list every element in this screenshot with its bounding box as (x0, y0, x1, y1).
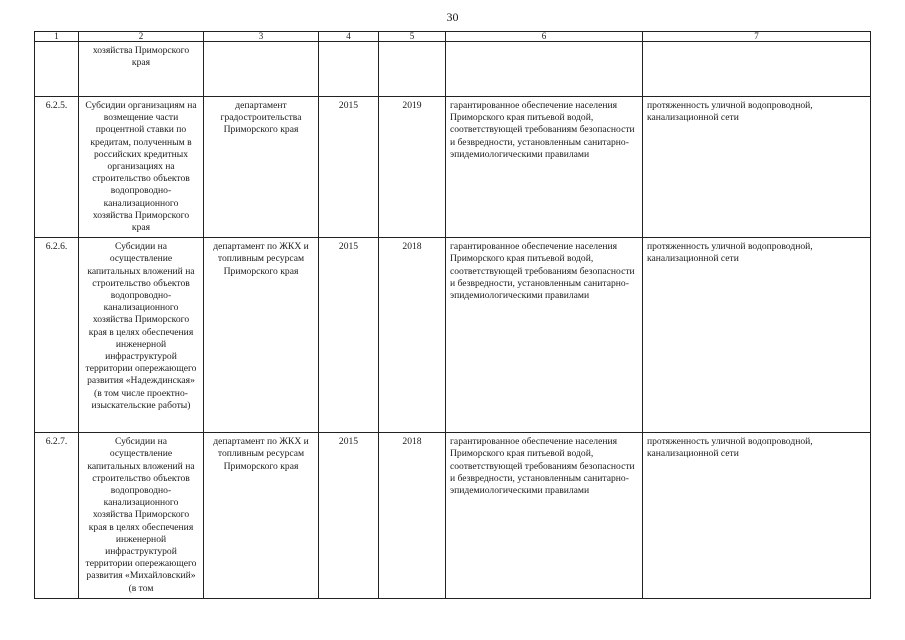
start-year-cell: 2015 (319, 238, 379, 433)
table-row (35, 433, 871, 599)
item-number-cell: 6.2.6. (35, 238, 79, 433)
column-header: 6 (446, 32, 643, 42)
start-year-cell (319, 42, 379, 97)
table-row (35, 42, 871, 97)
indicator-cell (643, 42, 871, 97)
item-number-cell: 6.2.5. (35, 97, 79, 238)
item-number-cell (35, 42, 79, 97)
column-header: 7 (643, 32, 871, 42)
item-name-text: Субсидии на осуществление капитальных вложений на строительство объектов водопроводно-канализационного хозяйства Приморского края в целях обеспечения инженерной инфраструктурой территории опережающего развития «Надеждинская» (в том числе проектно-изыскательские работы) (85, 241, 197, 411)
column-header: 1 (35, 32, 79, 42)
item-name-cell (79, 433, 204, 599)
item-name-cell (79, 238, 204, 433)
column-header: 4 (319, 32, 379, 42)
end-year-cell: 2019 (379, 97, 446, 238)
item-name-text: хозяйства Приморского края (92, 45, 190, 69)
column-header: 2 (79, 32, 204, 42)
end-year-cell: 2018 (379, 433, 446, 599)
table-header-row (35, 32, 871, 42)
start-year-cell: 2015 (319, 97, 379, 238)
item-name-text: Субсидии на осуществление капитальных вложений на строительство объектов водопроводно-канализационного хозяйства Приморского края в целях обеспечения инженерной инфраструктурой территории опережающего развития «Михайловский» (в том (85, 436, 197, 594)
item-name-cell (79, 42, 204, 97)
executor-cell (204, 42, 319, 97)
indicator-cell: протяженность уличной водопроводной, канализационной сети (643, 238, 871, 433)
executor-cell: департамент по ЖКХ и топливным ресурсам Приморского края (204, 238, 319, 433)
expected-result-cell: гарантированное обеспечение населения Приморского края питьевой водой, соответствующей требованиям безопасности и безвредности, установленным санитарно-эпидемиологическими правилами (446, 238, 643, 433)
indicator-cell: протяженность уличной водопроводной, канализационной сети (643, 97, 871, 238)
column-header: 5 (379, 32, 446, 42)
page-number: 30 (446, 10, 459, 24)
table-row (35, 238, 871, 433)
table-row (35, 97, 871, 238)
expected-result-cell: гарантированное обеспечение населения Приморского края питьевой водой, соответствующей требованиям безопасности и безвредности, установленным санитарно-эпидемиологическими правилами (446, 97, 643, 238)
item-name-cell (79, 97, 204, 238)
indicator-cell: протяженность уличной водопроводной, канализационной сети (643, 433, 871, 599)
expected-result-cell: гарантированное обеспечение населения Приморского края питьевой водой, соответствующей требованиям безопасности и безвредности, установленным санитарно-эпидемиологическими правилами (446, 433, 643, 599)
start-year-cell: 2015 (319, 433, 379, 599)
end-year-cell: 2018 (379, 238, 446, 433)
column-header: 3 (204, 32, 319, 42)
measures-table (34, 31, 871, 599)
executor-cell: департамент по ЖКХ и топливным ресурсам Приморского края (204, 433, 319, 599)
item-number-cell: 6.2.7. (35, 433, 79, 599)
expected-result-cell (446, 42, 643, 97)
executor-cell: департамент градостроительства Приморского края (204, 97, 319, 238)
end-year-cell (379, 42, 446, 97)
item-name-text: Субсидии организациям на возмещение части процентной ставки по кредитам, полученным в российских кредитных организациях на строительство объектов водопроводно-канализационного хозяйства Приморского края (85, 100, 197, 234)
